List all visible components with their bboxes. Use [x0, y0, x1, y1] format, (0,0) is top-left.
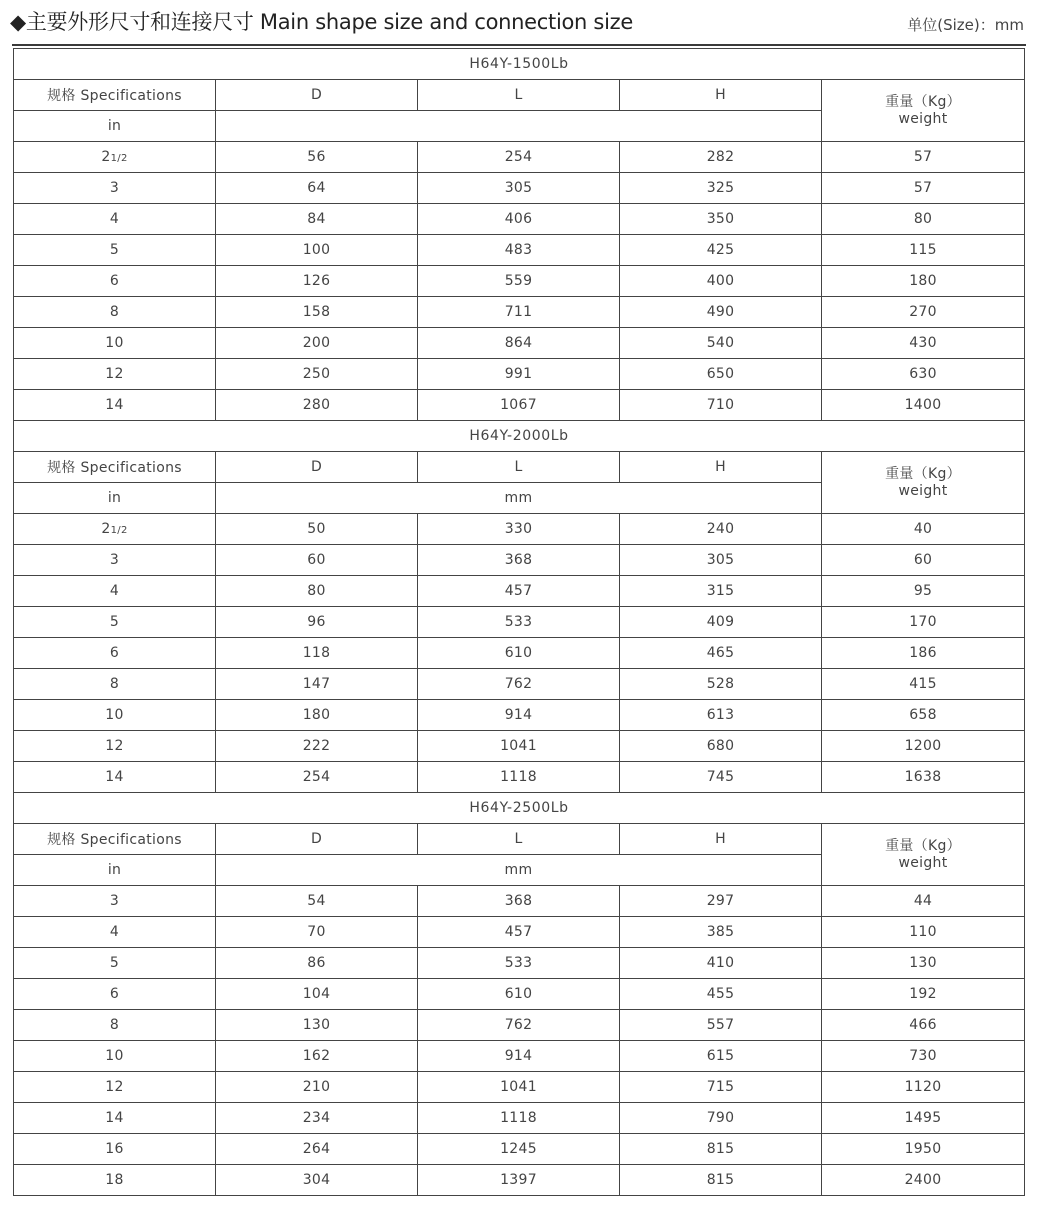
cell-weight: 1120 — [822, 1072, 1025, 1103]
size-value: 5 — [109, 242, 120, 258]
cell-weight: 180 — [822, 266, 1025, 297]
cell-weight: 1638 — [822, 762, 1025, 793]
cell-d: 162 — [216, 1041, 418, 1072]
cell-l: 533 — [418, 607, 620, 638]
header-weight-cn: 重量（Kg） — [885, 837, 961, 854]
cell-h: 615 — [620, 1041, 822, 1072]
header-weight-en: weight — [898, 854, 948, 871]
size-value: 4 — [109, 583, 120, 599]
cell-h: 305 — [620, 545, 822, 576]
size-value: 12 — [105, 1079, 124, 1095]
cell-weight: 1950 — [822, 1134, 1025, 1165]
cell-h: 815 — [620, 1134, 822, 1165]
cell-l: 1397 — [418, 1165, 620, 1196]
table-row — [14, 762, 1025, 793]
cell-h: 455 — [620, 979, 822, 1010]
cell-d: 264 — [216, 1134, 418, 1165]
cell-d: 84 — [216, 204, 418, 235]
header-specifications: 规格 Specifications — [14, 80, 216, 111]
cell-weight: 2400 — [822, 1165, 1025, 1196]
table-row — [14, 1103, 1025, 1134]
table-row — [14, 1134, 1025, 1165]
unit-label: 单位(Size)：mm — [907, 16, 1024, 34]
spec-table — [13, 48, 1025, 1196]
cell-d: 147 — [216, 669, 418, 700]
table-row — [14, 731, 1025, 762]
cell-weight: 95 — [822, 576, 1025, 607]
cell-l: 254 — [418, 142, 620, 173]
table-row — [14, 545, 1025, 576]
cell-weight: 57 — [822, 173, 1025, 204]
cell-size — [14, 1010, 216, 1041]
cell-d: 96 — [216, 607, 418, 638]
cell-d: 80 — [216, 576, 418, 607]
cell-l: 991 — [418, 359, 620, 390]
cell-l: 330 — [418, 514, 620, 545]
cell-size — [14, 514, 216, 545]
cell-size — [14, 545, 216, 576]
header-weight — [822, 80, 1025, 142]
table-row — [14, 979, 1025, 1010]
cell-size — [14, 1134, 216, 1165]
cell-weight: 130 — [822, 948, 1025, 979]
cell-d: 158 — [216, 297, 418, 328]
table-row — [14, 359, 1025, 390]
cell-h: 297 — [620, 886, 822, 917]
cell-d: 70 — [216, 917, 418, 948]
header-row — [14, 452, 1025, 483]
table-row — [14, 390, 1025, 421]
cell-d: 100 — [216, 235, 418, 266]
cell-size — [14, 576, 216, 607]
cell-l: 864 — [418, 328, 620, 359]
size-value: 3 — [109, 552, 120, 568]
size-value: 6 — [109, 986, 120, 1002]
cell-size — [14, 390, 216, 421]
size-value: 6 — [109, 273, 120, 289]
cell-l: 305 — [418, 173, 620, 204]
size-value: 8 — [109, 1017, 120, 1033]
cell-size — [14, 266, 216, 297]
size-value: 3 — [109, 180, 120, 196]
header-in: in — [14, 111, 216, 142]
table-row — [14, 235, 1025, 266]
table-row — [14, 576, 1025, 607]
cell-size — [14, 1072, 216, 1103]
size-value: 10 — [105, 707, 124, 723]
cell-weight: 270 — [822, 297, 1025, 328]
cell-l: 762 — [418, 1010, 620, 1041]
size-value: 2 — [101, 149, 111, 165]
cell-l: 914 — [418, 1041, 620, 1072]
header-l: L — [418, 80, 620, 111]
cell-l: 368 — [418, 545, 620, 576]
cell-l: 1118 — [418, 762, 620, 793]
header-in: in — [14, 855, 216, 886]
header-row — [14, 824, 1025, 855]
cell-weight: 658 — [822, 700, 1025, 731]
cell-l: 610 — [418, 979, 620, 1010]
size-value: 12 — [105, 738, 124, 754]
cell-size — [14, 762, 216, 793]
size-value: 2 — [101, 521, 111, 537]
header-h: H — [620, 80, 822, 111]
cell-d: 180 — [216, 700, 418, 731]
cell-h: 240 — [620, 514, 822, 545]
cell-l: 1041 — [418, 731, 620, 762]
cell-d: 50 — [216, 514, 418, 545]
cell-size — [14, 607, 216, 638]
cell-weight: 466 — [822, 1010, 1025, 1041]
cell-weight: 40 — [822, 514, 1025, 545]
cell-l: 483 — [418, 235, 620, 266]
cell-d: 130 — [216, 1010, 418, 1041]
table-row — [14, 1041, 1025, 1072]
size-value: 6 — [109, 645, 120, 661]
size-value: 5 — [109, 955, 120, 971]
size-value: 3 — [109, 893, 120, 909]
cell-l: 762 — [418, 669, 620, 700]
header-l: L — [418, 452, 620, 483]
cell-h: 325 — [620, 173, 822, 204]
cell-size — [14, 948, 216, 979]
cell-l: 1245 — [418, 1134, 620, 1165]
cell-l: 368 — [418, 886, 620, 917]
cell-size — [14, 669, 216, 700]
size-value: 18 — [105, 1172, 124, 1188]
cell-h: 745 — [620, 762, 822, 793]
cell-d: 86 — [216, 948, 418, 979]
cell-h: 650 — [620, 359, 822, 390]
cell-size — [14, 235, 216, 266]
cell-d: 304 — [216, 1165, 418, 1196]
size-value: 16 — [105, 1141, 124, 1157]
table-row — [14, 638, 1025, 669]
cell-h: 715 — [620, 1072, 822, 1103]
cell-size — [14, 204, 216, 235]
header-d: D — [216, 80, 418, 111]
section-title-row — [14, 49, 1025, 80]
cell-h: 540 — [620, 328, 822, 359]
cell-weight: 170 — [822, 607, 1025, 638]
section-model-title: H64Y-1500Lb — [14, 49, 1025, 80]
size-value: 14 — [105, 1110, 124, 1126]
cell-size — [14, 700, 216, 731]
section-title-row — [14, 421, 1025, 452]
table-row — [14, 886, 1025, 917]
cell-l: 457 — [418, 917, 620, 948]
cell-size — [14, 328, 216, 359]
header-weight-en: weight — [898, 482, 948, 499]
cell-size — [14, 359, 216, 390]
size-value: 14 — [105, 769, 124, 785]
size-value: 8 — [109, 676, 120, 692]
size-value: 12 — [105, 366, 124, 382]
size-value: 10 — [105, 335, 124, 351]
table-row — [14, 917, 1025, 948]
cell-size — [14, 731, 216, 762]
cell-size — [14, 1041, 216, 1072]
cell-h: 490 — [620, 297, 822, 328]
cell-size — [14, 1103, 216, 1134]
table-row — [14, 1010, 1025, 1041]
cell-size — [14, 142, 216, 173]
cell-h: 282 — [620, 142, 822, 173]
cell-d: 234 — [216, 1103, 418, 1134]
size-fraction: 1/2 — [110, 525, 128, 536]
cell-d: 200 — [216, 328, 418, 359]
cell-h: 465 — [620, 638, 822, 669]
cell-l: 533 — [418, 948, 620, 979]
cell-weight: 1495 — [822, 1103, 1025, 1134]
header-d: D — [216, 452, 418, 483]
table-row — [14, 607, 1025, 638]
header-h: H — [620, 452, 822, 483]
cell-l: 1041 — [418, 1072, 620, 1103]
cell-l: 1118 — [418, 1103, 620, 1134]
cell-d: 56 — [216, 142, 418, 173]
header-weight — [822, 452, 1025, 514]
cell-weight: 80 — [822, 204, 1025, 235]
cell-l: 711 — [418, 297, 620, 328]
header-specifications: 规格 Specifications — [14, 452, 216, 483]
header-unit-mm: mm — [216, 855, 822, 886]
page-title: ◆主要外形尺寸和连接尺寸 Main shape size and connection size — [10, 10, 633, 34]
cell-d: 64 — [216, 173, 418, 204]
cell-l: 1067 — [418, 390, 620, 421]
cell-l: 610 — [418, 638, 620, 669]
header-weight-cn: 重量（Kg） — [885, 465, 961, 482]
cell-d: 126 — [216, 266, 418, 297]
cell-h: 528 — [620, 669, 822, 700]
table-row — [14, 142, 1025, 173]
cell-l: 559 — [418, 266, 620, 297]
cell-d: 250 — [216, 359, 418, 390]
cell-h: 315 — [620, 576, 822, 607]
cell-h: 790 — [620, 1103, 822, 1134]
cell-d: 222 — [216, 731, 418, 762]
header-in: in — [14, 483, 216, 514]
cell-h: 425 — [620, 235, 822, 266]
size-value: 4 — [109, 211, 120, 227]
section-model-title: H64Y-2000Lb — [14, 421, 1025, 452]
table-row — [14, 1072, 1025, 1103]
cell-h: 557 — [620, 1010, 822, 1041]
header-l: L — [418, 824, 620, 855]
cell-h: 409 — [620, 607, 822, 638]
cell-weight: 1200 — [822, 731, 1025, 762]
size-value: 8 — [109, 304, 120, 320]
size-value: 4 — [109, 924, 120, 940]
section-title-row — [14, 793, 1025, 824]
cell-d: 254 — [216, 762, 418, 793]
cell-l: 406 — [418, 204, 620, 235]
size-value: 10 — [105, 1048, 124, 1064]
table-row — [14, 514, 1025, 545]
cell-size — [14, 297, 216, 328]
cell-l: 914 — [418, 700, 620, 731]
cell-h: 710 — [620, 390, 822, 421]
table-row — [14, 297, 1025, 328]
cell-size — [14, 917, 216, 948]
size-value: 5 — [109, 614, 120, 630]
cell-weight: 415 — [822, 669, 1025, 700]
section-model-title: H64Y-2500Lb — [14, 793, 1025, 824]
header-unit-mm: mm — [216, 483, 822, 514]
header-unit-mm — [216, 111, 822, 142]
cell-h: 410 — [620, 948, 822, 979]
table-row — [14, 266, 1025, 297]
cell-weight: 430 — [822, 328, 1025, 359]
cell-weight: 60 — [822, 545, 1025, 576]
cell-h: 815 — [620, 1165, 822, 1196]
table-row — [14, 1165, 1025, 1196]
cell-size — [14, 1165, 216, 1196]
cell-weight: 730 — [822, 1041, 1025, 1072]
header-weight-en: weight — [898, 110, 948, 127]
cell-size — [14, 886, 216, 917]
spec-table-body — [14, 49, 1025, 1196]
cell-weight: 115 — [822, 235, 1025, 266]
cell-size — [14, 173, 216, 204]
cell-d: 118 — [216, 638, 418, 669]
title-divider — [12, 44, 1026, 46]
cell-h: 680 — [620, 731, 822, 762]
header-h: H — [620, 824, 822, 855]
cell-size — [14, 638, 216, 669]
table-row — [14, 948, 1025, 979]
cell-weight: 186 — [822, 638, 1025, 669]
header-weight — [822, 824, 1025, 886]
cell-weight: 192 — [822, 979, 1025, 1010]
cell-weight: 57 — [822, 142, 1025, 173]
table-row — [14, 204, 1025, 235]
cell-weight: 630 — [822, 359, 1025, 390]
header-specifications: 规格 Specifications — [14, 824, 216, 855]
cell-h: 400 — [620, 266, 822, 297]
cell-d: 280 — [216, 390, 418, 421]
cell-d: 104 — [216, 979, 418, 1010]
table-row — [14, 173, 1025, 204]
cell-weight: 110 — [822, 917, 1025, 948]
header-d: D — [216, 824, 418, 855]
cell-weight: 1400 — [822, 390, 1025, 421]
cell-d: 54 — [216, 886, 418, 917]
cell-l: 457 — [418, 576, 620, 607]
cell-h: 613 — [620, 700, 822, 731]
table-row — [14, 669, 1025, 700]
header-weight-cn: 重量（Kg） — [885, 93, 961, 110]
size-fraction: 1/2 — [110, 153, 128, 164]
cell-weight: 44 — [822, 886, 1025, 917]
size-value: 14 — [105, 397, 124, 413]
cell-h: 350 — [620, 204, 822, 235]
header-row — [14, 80, 1025, 111]
cell-h: 385 — [620, 917, 822, 948]
cell-d: 210 — [216, 1072, 418, 1103]
cell-d: 60 — [216, 545, 418, 576]
cell-size — [14, 979, 216, 1010]
table-row — [14, 328, 1025, 359]
table-row — [14, 700, 1025, 731]
